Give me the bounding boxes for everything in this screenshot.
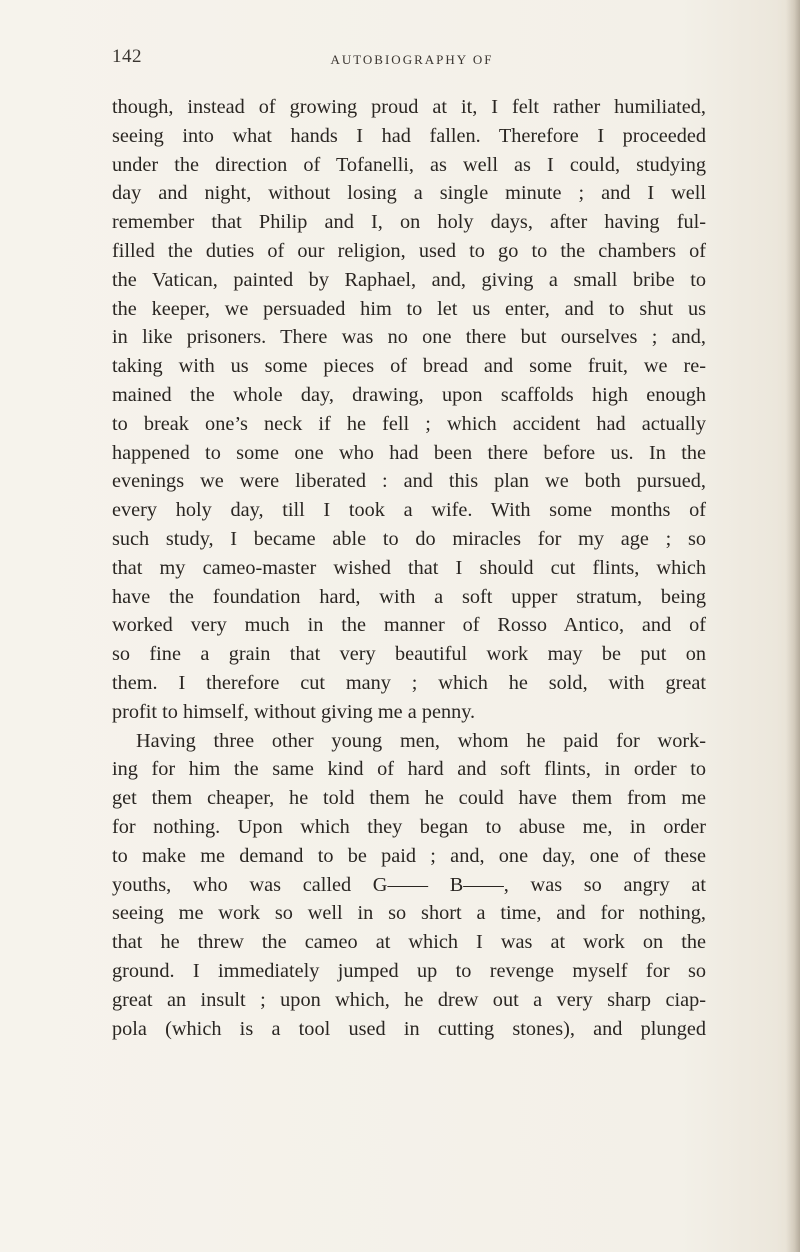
body-text	[112, 93, 706, 1043]
text-line-paragraph-start: Having three other young men, whom he paid for work-	[136, 729, 706, 752]
text-line: to break one’s neck if he fell ; which accident had actually	[112, 412, 706, 435]
text-line: ing for him the same kind of hard and soft flints, in order to	[112, 758, 706, 781]
text-line: pola (which is a tool used in cutting stones), and plunged	[112, 1017, 706, 1040]
text-line: happened to some one who had been there before us. In the	[112, 441, 706, 464]
text-line: remember that Philip and I, on holy days, after having ful-	[112, 211, 706, 234]
text-line: get them cheaper, he told them he could have them from me	[112, 787, 706, 810]
text-line: ground. I immediately jumped up to revenge myself for so	[112, 959, 706, 982]
text-line: worked very much in the manner of Rosso Antico, and of	[112, 614, 706, 637]
text-line: every holy day, till I took a wife. With some months of	[112, 499, 706, 522]
text-line-paragraph-end: profit to himself, without giving me a penny.	[112, 700, 476, 723]
running-head: AUTOBIOGRAPHY OF	[330, 52, 494, 67]
page-header	[112, 44, 712, 72]
text-line: under the direction of Tofanelli, as well as I could, studying	[112, 153, 706, 176]
text-line: so fine a grain that very beautiful work may be put on	[112, 643, 706, 666]
page-number: 142	[112, 46, 142, 67]
text-line: that he threw the cameo at which I was at work on the	[112, 931, 706, 954]
text-line: youths, who was called G—— B——, was so angry at	[112, 873, 706, 896]
text-line: though, instead of growing proud at it, I felt rather humiliated,	[112, 96, 706, 118]
text-line: such study, I became able to do miracles for my age ; so	[112, 527, 706, 550]
text-line: the keeper, we persuaded him to let us enter, and to shut us	[112, 297, 706, 320]
text-line: filled the duties of our religion, used to go to the chambers of	[112, 239, 706, 262]
text-line: that my cameo-master wished that I should cut flints, which	[112, 556, 706, 579]
text-line: in like prisoners. There was no one there but ourselves ; and,	[112, 326, 706, 349]
text-line: evenings we were liberated : and this plan we both pursued,	[112, 470, 706, 493]
text-line: day and night, without losing a single minute ; and I well	[112, 182, 706, 205]
text-line: mained the whole day, drawing, upon scaffolds high enough	[112, 383, 706, 406]
text-line: seeing me work so well in so short a time, and for nothing,	[112, 902, 706, 925]
text-line: have the foundation hard, with a soft upper stratum, being	[112, 585, 706, 608]
text-line: seeing into what hands I had fallen. Therefore I proceeded	[112, 124, 706, 147]
text-line: the Vatican, painted by Raphael, and, giving a small bribe to	[112, 268, 706, 291]
text-line: them. I therefore cut many ; which he sold, with great	[112, 671, 706, 694]
page-edge-shadow	[786, 0, 800, 1252]
text-line: to make me demand to be paid ; and, one day, one of these	[112, 844, 706, 867]
text-line: taking with us some pieces of bread and some fruit, we re-	[112, 355, 706, 378]
text-line: great an insult ; upon which, he drew out a very sharp ciap-	[112, 988, 706, 1011]
text-line: for nothing. Upon which they began to abuse me, in order	[112, 815, 706, 838]
